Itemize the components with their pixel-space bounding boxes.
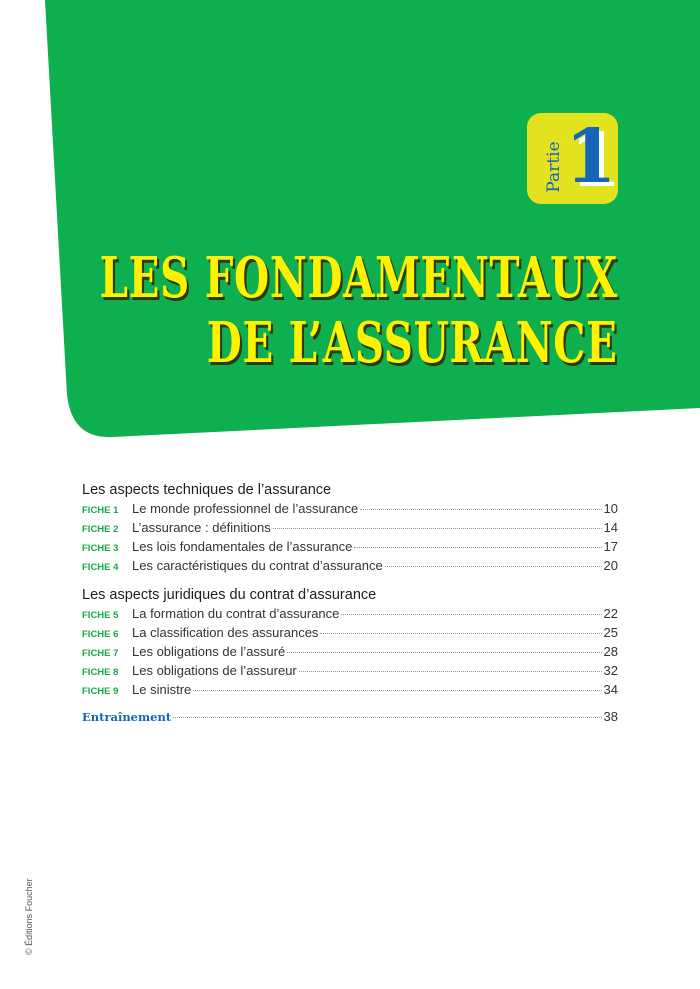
fiche-number: FICHE 8 [82,667,119,678]
leader-dots [299,671,602,672]
fiche-number: FICHE 7 [82,648,119,659]
toc-label: Les obligations de l’assuré [132,644,286,659]
page-number: 32 [603,663,618,678]
page-title-line1: LES FONDAMENTAUX [99,245,618,311]
leader-dots [287,652,601,653]
toc-label: Le sinistre [132,682,192,697]
toc-entry[interactable] [82,682,618,701]
toc-label: Les caractéristiques du contrat d’assurance [132,558,383,573]
part-label: Partie [544,141,564,193]
toc-entry-training[interactable] [82,709,618,728]
fiche-number: FICHE 1 [82,505,119,516]
toc-label: La classification des assurances [132,625,319,640]
page-number: 14 [603,520,618,535]
leader-dots [385,566,602,567]
toc-entry[interactable] [82,644,618,663]
page-number: 38 [603,709,618,724]
section-heading: Les aspects techniques de l’assurance [82,482,332,498]
fiche-number: FICHE 9 [82,686,119,697]
copyright: © Éditions Foucher [24,878,34,955]
page-number: 20 [603,558,618,573]
toc-label: Les obligations de l’assureur [132,663,297,678]
toc-label: Les lois fondamentales de l’assurance [132,539,353,554]
table-of-contents [82,481,618,728]
leader-dots [193,690,601,691]
leader-dots [173,717,601,718]
toc-label: L’assurance : définitions [132,520,271,535]
page-number: 22 [603,606,618,621]
page-number: 28 [603,644,618,659]
toc-entry[interactable] [82,520,618,539]
leader-dots [354,547,601,548]
page-number: 34 [603,682,618,697]
leader-dots [320,633,601,634]
page-number: 10 [603,501,618,516]
toc-entry[interactable] [82,501,618,520]
part-badge [527,113,618,204]
page-title-line2: DE L’ASSURANCE [207,310,618,376]
toc-entry[interactable] [82,558,618,577]
toc-entry[interactable] [82,663,618,682]
fiche-number: FICHE 3 [82,543,119,554]
leader-dots [360,509,601,510]
leader-dots [273,528,602,529]
toc-label: La formation du contrat d’assurance [132,606,340,621]
leader-dots [341,614,601,615]
fiche-number: FICHE 6 [82,629,119,640]
toc-entry[interactable] [82,625,618,644]
section-heading: Les aspects juridiques du contrat d’assurance [82,587,377,603]
fiche-number: FICHE 5 [82,610,119,621]
part-number: 1 [565,114,617,200]
fiche-number: FICHE 4 [82,562,119,573]
page-number: 25 [603,625,618,640]
toc-label: Le monde professionnel de l’assurance [132,501,359,516]
toc-label: Entraînement [82,710,172,724]
fiche-number: FICHE 2 [82,524,119,535]
toc-entry[interactable] [82,539,618,558]
toc-entry[interactable] [82,606,618,625]
page-number: 17 [603,539,618,554]
